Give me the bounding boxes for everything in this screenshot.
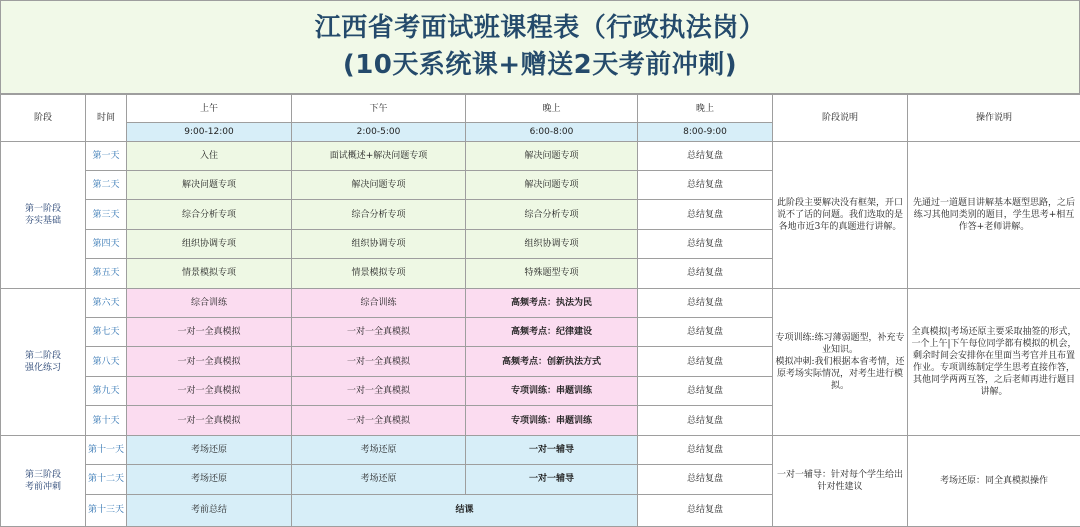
review-cell: 总结复盘 bbox=[638, 347, 773, 376]
afternoon-cell: 一对一全真模拟 bbox=[292, 376, 466, 405]
morning-cell: 综合训练 bbox=[127, 288, 292, 317]
review-cell: 总结复盘 bbox=[638, 494, 773, 526]
morning-cell: 一对一全真模拟 bbox=[127, 406, 292, 435]
morning-cell: 组织协调专项 bbox=[127, 229, 292, 258]
time-evening-2: 8:00-9:00 bbox=[638, 123, 773, 141]
title-banner bbox=[0, 0, 1080, 94]
day-label: 第六天 bbox=[86, 288, 127, 317]
evening-cell: 特殊题型专项 bbox=[466, 259, 638, 288]
day-label: 第八天 bbox=[86, 347, 127, 376]
day-label: 第九天 bbox=[86, 376, 127, 405]
evening-cell: 一对一辅导 bbox=[466, 465, 638, 494]
afternoon-cell: 面试概述+解决问题专项 bbox=[292, 141, 466, 170]
day-label: 第四天 bbox=[86, 229, 127, 258]
day-label: 第十一天 bbox=[86, 435, 127, 464]
header-op-desc: 操作说明 bbox=[908, 95, 1080, 142]
review-cell: 总结复盘 bbox=[638, 288, 773, 317]
review-cell: 总结复盘 bbox=[638, 141, 773, 170]
morning-cell: 考前总结 bbox=[127, 494, 292, 526]
evening-cell: 解决问题专项 bbox=[466, 171, 638, 200]
evening-cell: 综合分析专项 bbox=[466, 200, 638, 229]
review-cell: 总结复盘 bbox=[638, 259, 773, 288]
morning-cell: 一对一全真模拟 bbox=[127, 376, 292, 405]
header-morning: 上午 bbox=[127, 95, 292, 123]
morning-cell: 综合分析专项 bbox=[127, 200, 292, 229]
table-row bbox=[1, 141, 1080, 170]
header-stage-desc: 阶段说明 bbox=[773, 95, 908, 142]
header-afternoon: 下午 bbox=[292, 95, 466, 123]
header-time: 时间 bbox=[86, 95, 127, 142]
day-label: 第一天 bbox=[86, 141, 127, 170]
header-stage: 阶段 bbox=[1, 95, 86, 142]
day-label: 第三天 bbox=[86, 200, 127, 229]
review-cell: 总结复盘 bbox=[638, 465, 773, 494]
day-label: 第十三天 bbox=[86, 494, 127, 526]
page-subtitle: (10天系统课+赠送2天考前冲刺) bbox=[342, 50, 738, 80]
afternoon-cell: 解决问题专项 bbox=[292, 171, 466, 200]
evening-cell: 高频考点：执法为民 bbox=[466, 288, 638, 317]
stage-2-label: 第二阶段 强化练习 bbox=[1, 288, 86, 435]
time-evening-1: 6:00-8:00 bbox=[466, 123, 638, 141]
stage-3-desc: 一对一辅导：针对每个学生给出针对性建议 bbox=[773, 435, 908, 526]
time-morning: 9:00-12:00 bbox=[127, 123, 292, 141]
morning-cell: 考场还原 bbox=[127, 465, 292, 494]
evening-cell: 解决问题专项 bbox=[466, 141, 638, 170]
evening-cell: 组织协调专项 bbox=[466, 229, 638, 258]
afternoon-cell: 组织协调专项 bbox=[292, 229, 466, 258]
review-cell: 总结复盘 bbox=[638, 376, 773, 405]
evening-cell: 专项训练：串题训练 bbox=[466, 376, 638, 405]
afternoon-evening-cell: 结课 bbox=[292, 494, 638, 526]
header-evening-2: 晚上 bbox=[638, 95, 773, 123]
evening-cell: 高频考点：创新执法方式 bbox=[466, 347, 638, 376]
afternoon-cell: 情景模拟专项 bbox=[292, 259, 466, 288]
day-label: 第二天 bbox=[86, 171, 127, 200]
evening-cell: 高频考点：纪律建设 bbox=[466, 318, 638, 347]
time-afternoon: 2:00-5:00 bbox=[292, 123, 466, 141]
afternoon-cell: 考场还原 bbox=[292, 465, 466, 494]
table-row bbox=[1, 288, 1080, 317]
afternoon-cell: 考场还原 bbox=[292, 435, 466, 464]
day-label: 第五天 bbox=[86, 259, 127, 288]
afternoon-cell: 一对一全真模拟 bbox=[292, 318, 466, 347]
morning-cell: 解决问题专项 bbox=[127, 171, 292, 200]
table-row bbox=[1, 435, 1080, 464]
review-cell: 总结复盘 bbox=[638, 318, 773, 347]
page-title: 江西省考面试班课程表（行政执法岗） bbox=[314, 13, 766, 43]
afternoon-cell: 一对一全真模拟 bbox=[292, 347, 466, 376]
review-cell: 总结复盘 bbox=[638, 171, 773, 200]
morning-cell: 一对一全真模拟 bbox=[127, 318, 292, 347]
review-cell: 总结复盘 bbox=[638, 406, 773, 435]
morning-cell: 一对一全真模拟 bbox=[127, 347, 292, 376]
review-cell: 总结复盘 bbox=[638, 435, 773, 464]
evening-cell: 一对一辅导 bbox=[466, 435, 638, 464]
stage-1-label: 第一阶段 夯实基础 bbox=[1, 141, 86, 288]
header-evening-1: 晚上 bbox=[466, 95, 638, 123]
day-label: 第七天 bbox=[86, 318, 127, 347]
stage-1-desc: 此阶段主要解决没有框架，开口说不了话的问题。我们选取的是各地市近3年的真题进行讲解。 bbox=[773, 141, 908, 288]
stage-2-op: 全真模拟|考场还原主要采取抽签的形式，一个上午|下午每位同学都有模拟的机会，剩余时间会安排你在里面当考官并且布置作业。专项训练制定学生思考直接作答，其他同学两两互答，之后老师再进行题目讲解。 bbox=[908, 288, 1080, 435]
afternoon-cell: 综合训练 bbox=[292, 288, 466, 317]
stage-3-op: 考场还原：同全真模拟操作 bbox=[908, 435, 1080, 526]
evening-cell: 专项训练：串题训练 bbox=[466, 406, 638, 435]
afternoon-cell: 一对一全真模拟 bbox=[292, 406, 466, 435]
schedule-table bbox=[0, 94, 1080, 527]
stage-1-op: 先通过一道题目讲解基本题型思路，之后练习其他同类别的题目，学生思考+相互作答+老师讲解。 bbox=[908, 141, 1080, 288]
day-label: 第十天 bbox=[86, 406, 127, 435]
morning-cell: 入住 bbox=[127, 141, 292, 170]
afternoon-cell: 综合分析专项 bbox=[292, 200, 466, 229]
review-cell: 总结复盘 bbox=[638, 229, 773, 258]
review-cell: 总结复盘 bbox=[638, 200, 773, 229]
stage-3-label: 第三阶段 考前冲刺 bbox=[1, 435, 86, 526]
day-label: 第十二天 bbox=[86, 465, 127, 494]
morning-cell: 情景模拟专项 bbox=[127, 259, 292, 288]
stage-2-desc: 专项训练:练习薄弱题型，补充专业知识。 模拟冲刺:我们根据本省考情，还原考场实际情况，对考生进行模拟。 bbox=[773, 288, 908, 435]
morning-cell: 考场还原 bbox=[127, 435, 292, 464]
